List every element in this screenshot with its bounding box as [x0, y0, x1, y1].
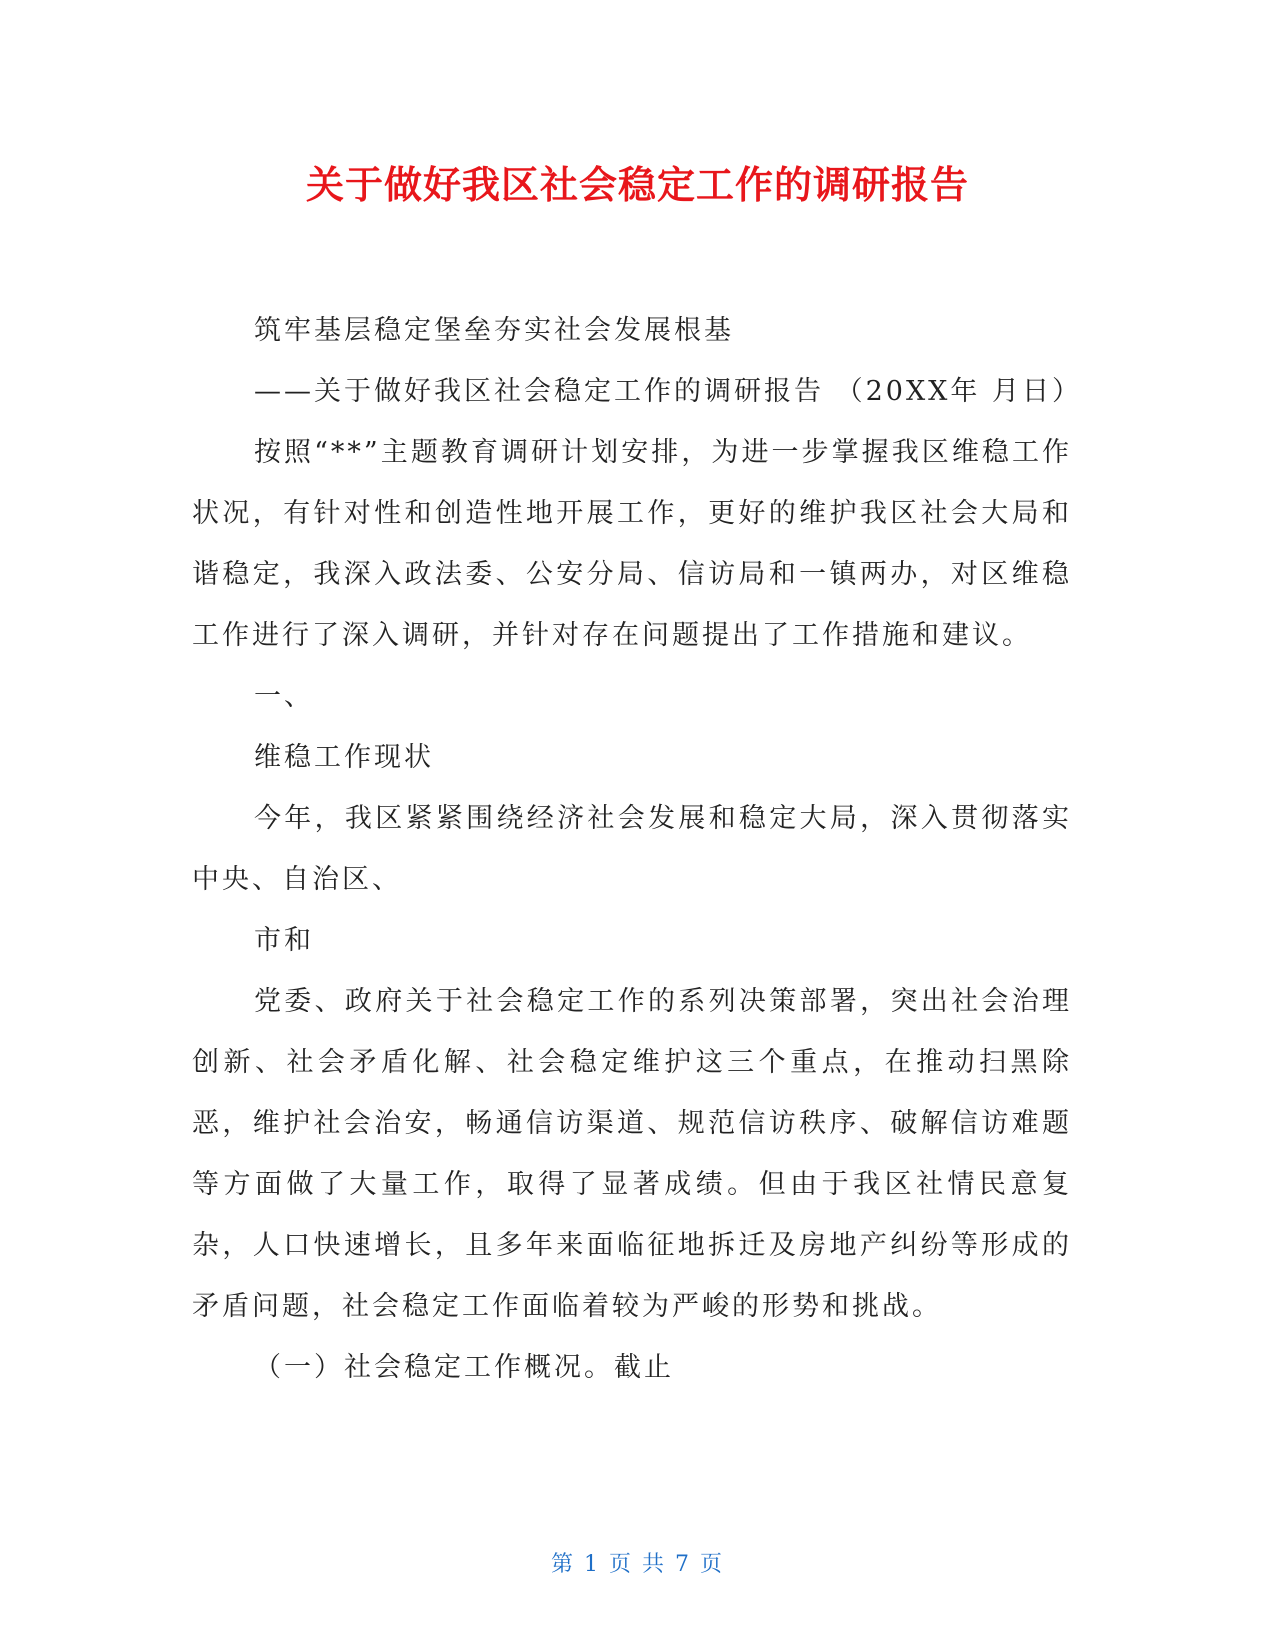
section-heading: 维稳工作现状: [254, 742, 434, 773]
body-paragraph: 今年，我区紧紧围绕经济社会发展和稳定大局，深入贯彻落实中央、自治区、: [192, 803, 1072, 895]
document-title: 关于做好我区社会稳定工作的调研报告: [305, 163, 969, 207]
footer-middle: 页 共: [609, 1552, 666, 1577]
subtitle-line: 筑牢基层稳定堡垒夯实社会发展根基: [254, 315, 734, 346]
document-body: [192, 300, 1082, 1398]
body-paragraph: 按照“**”主题教育调研计划安排，为进一步掌握我区维稳工作状况，有针对性和创造性地开展工作，更好的维护我区社会大局和谐稳定，我深入政法委、公安分局、信访局和一镇两办，对区维稳工作进行了深入调研，并针对存在问题提出了工作措施和建议。: [192, 437, 1072, 651]
footer-prefix: 第: [550, 1552, 575, 1577]
footer-page-number: 1: [584, 1552, 600, 1577]
subtitle-dateline: ——关于做好我区社会稳定工作的调研报告 （20XX年 月日）: [254, 376, 1082, 407]
section-number: 一、: [254, 681, 314, 712]
subsection-heading: （一）社会稳定工作概况。截止: [254, 1352, 674, 1383]
footer-suffix: 页: [700, 1552, 725, 1577]
body-paragraph: 市和: [254, 925, 314, 956]
page-footer: [0, 1547, 1275, 1578]
footer-total-pages: 7: [675, 1552, 691, 1577]
body-paragraph: 党委、政府关于社会稳定工作的系列决策部署，突出社会治理创新、社会矛盾化解、社会稳定维护这三个重点，在推动扫黑除恶，维护社会治安，畅通信访渠道、规范信访秩序、破解信访难题等方面做了大量工作，取得了显著成绩。但由于我区社情民意复杂，人口快速增长，且多年来面临征地拆迁及房地产纠纷等形成的矛盾问题，社会稳定工作面临着较为严峻的形势和挑战。: [192, 986, 1072, 1322]
